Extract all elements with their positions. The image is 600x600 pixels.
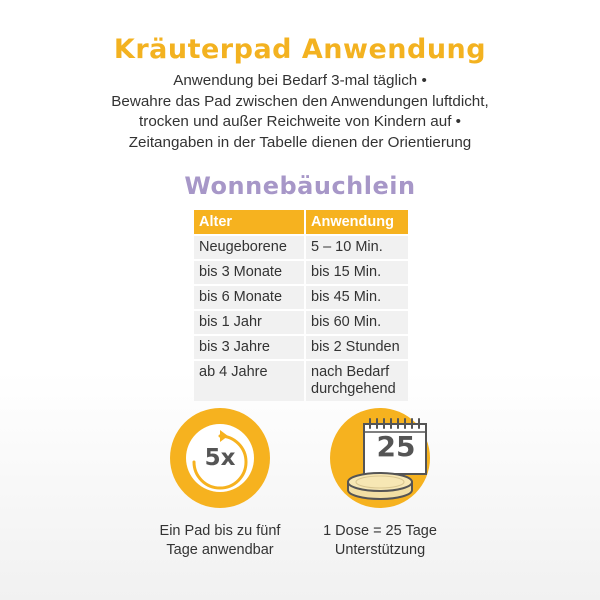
- caption-line: Ein Pad bis zu fünf: [159, 523, 281, 539]
- application-cell: bis 60 Min.: [306, 311, 408, 334]
- caption-line: 1 Dose = 25 Tage: [323, 523, 437, 539]
- age-cell: bis 1 Jahr: [194, 311, 304, 334]
- calendar-tin-icon: [330, 408, 430, 508]
- caption-line: Unterstützung: [334, 542, 426, 558]
- column-header-age: Alter: [194, 210, 304, 234]
- table-row: [194, 311, 408, 334]
- caption-line: Tage anwendbar: [166, 542, 274, 558]
- feature-reuse: [140, 408, 300, 560]
- table-row: [194, 261, 408, 284]
- age-cell: ab 4 Jahre: [194, 361, 304, 401]
- intro-line: Anwendung bei Bedarf 3-mal täglich •: [173, 72, 427, 89]
- usage-instructions: [0, 71, 600, 153]
- application-cell: nach Bedarf durchgehend: [306, 361, 408, 401]
- page-title: Kräuterpad Anwendung: [113, 34, 487, 65]
- table-row: [194, 286, 408, 309]
- application-cell: bis 2 Stunden: [306, 336, 408, 359]
- application-cell: bis 15 Min.: [306, 261, 408, 284]
- dosage-table: [192, 208, 410, 403]
- calendar-day-number: 25: [376, 430, 416, 463]
- feature-duration: [300, 408, 460, 560]
- application-cell: bis 45 Min.: [306, 286, 408, 309]
- age-cell: bis 3 Jahre: [194, 336, 304, 359]
- table-row: [194, 361, 408, 401]
- section-title: Wonnebäuchlein: [184, 172, 416, 200]
- application-cell: 5 – 10 Min.: [306, 236, 408, 259]
- age-cell: bis 6 Monate: [194, 286, 304, 309]
- column-header-application: Anwendung: [306, 210, 408, 234]
- feature-caption: [140, 522, 300, 560]
- intro-line: trocken und außer Reichweite von Kindern auf •: [139, 113, 461, 130]
- table-row: [194, 236, 408, 259]
- tin-can-icon: [330, 408, 430, 508]
- age-cell: bis 3 Monate: [194, 261, 304, 284]
- 5x-reuse-icon: [170, 408, 270, 508]
- table-row: [194, 336, 408, 359]
- 5x-label: 5x: [204, 445, 236, 471]
- intro-line: Zeitangaben in der Tabelle dienen der Orientierung: [128, 133, 472, 151]
- intro-line: Bewahre das Pad zwischen den Anwendungen luftdicht,: [111, 92, 489, 110]
- table-header-row: [194, 210, 408, 234]
- feature-caption: [300, 522, 460, 560]
- age-cell: Neugeborene: [194, 236, 304, 259]
